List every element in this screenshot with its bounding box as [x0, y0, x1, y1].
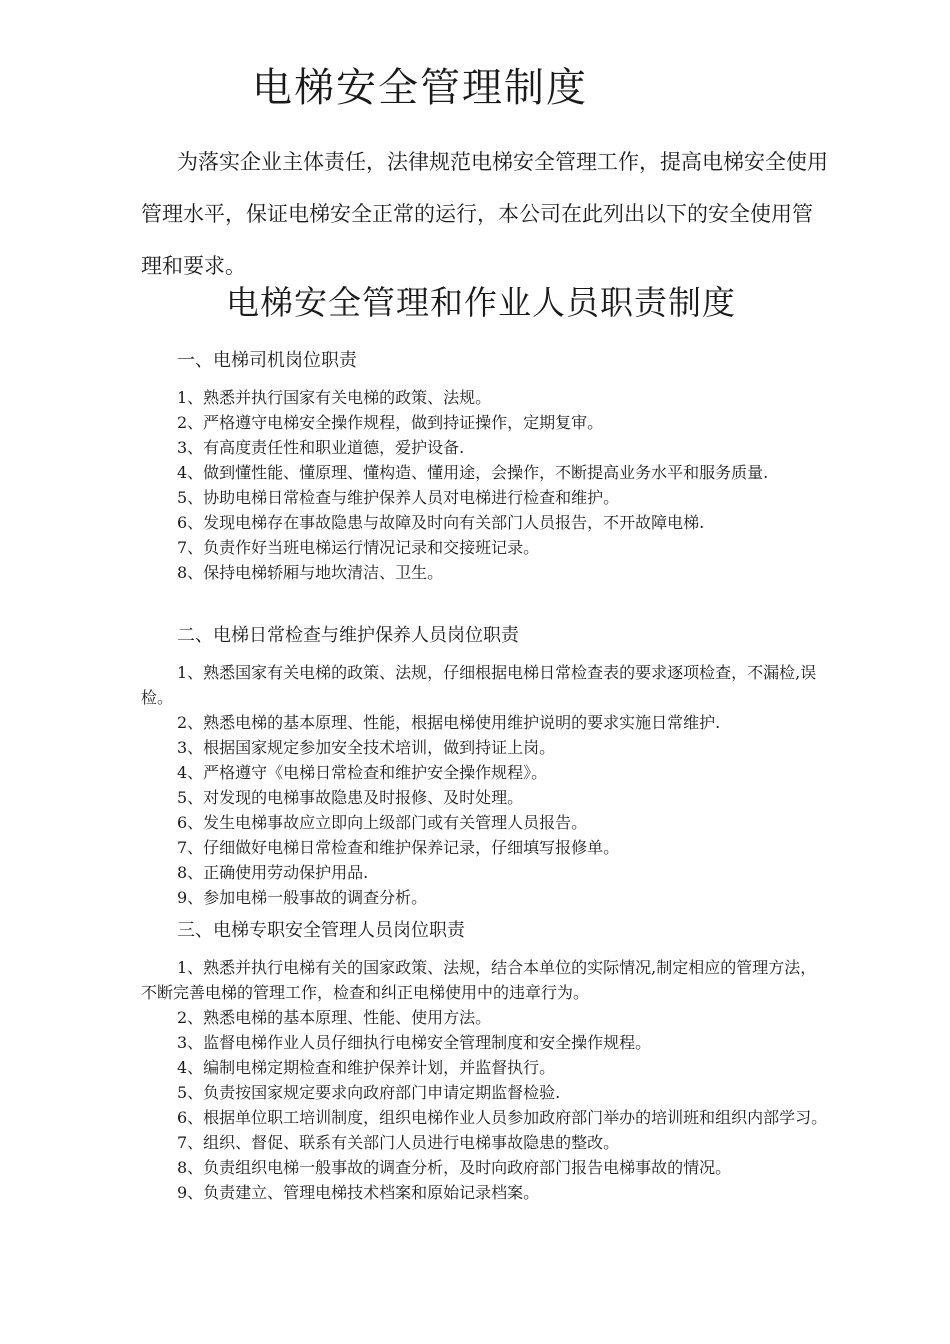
- document-subtitle: 电梯安全管理和作业人员职责制度: [226, 283, 736, 322]
- list-item: 8、保持电梯轿厢与地坎清洁、卫生。: [177, 563, 444, 582]
- intro-paragraph: 为落实企业主体责任，法律规范电梯安全管理工作，提高电梯安全使用管理水平，保证电梯安全正常的运行，本公司在此列出以下的安全使用管理和要求。: [141, 150, 828, 278]
- section-title: 三、电梯专职安全管理人员岗位职责: [177, 920, 465, 941]
- section-maintenance-duties: [141, 623, 831, 910]
- list-item: 7、仔细做好电梯日常检查和维护保养记录，仔细填写报修单。: [177, 838, 620, 857]
- list-item: 7、负责作好当班电梯运行情况记录和交接班记录。: [177, 538, 540, 557]
- list-item: 3、根据国家规定参加安全技术培训，做到持证上岗。: [177, 738, 556, 757]
- list-item: 8、负责组织电梯一般事故的调查分析，及时向政府部门报告电梯事故的情况。: [177, 1158, 732, 1177]
- list-item: 6、发生电梯事故应立即向上级部门或有关管理人员报告。: [177, 813, 588, 832]
- list-item: 2、严格遵守电梯安全操作规程，做到持证操作，定期复审。: [177, 413, 604, 432]
- list-item: 3、监督电梯作业人员仔细执行电梯安全管理制度和安全操作规程。: [177, 1033, 652, 1052]
- section-title: 一、电梯司机岗位职责: [177, 350, 357, 371]
- list-item: 6、发现电梯存在事故隐患与故障及时向有关部门人员报告，不开故障电梯.: [177, 513, 705, 532]
- list-item: 5、协助电梯日常检查与维护保养人员对电梯进行检查和维护。: [177, 488, 620, 507]
- list-item: 1、熟悉并执行电梯有关的国家政策、法规，结合本单位的实际情况,制定相应的管理方法，不断完善电梯的管理工作，检查和纠正电梯使用中的违章行为。: [141, 958, 817, 1002]
- list-item: 2、熟悉电梯的基本原理、性能，根据电梯使用维护说明的要求实施日常维护.: [177, 713, 721, 732]
- list-item: 2、熟悉电梯的基本原理、性能、使用方法。: [177, 1008, 492, 1027]
- section-title: 二、电梯日常检查与维护保养人员岗位职责: [177, 625, 519, 646]
- section-driver-duties: [141, 348, 831, 585]
- list-item: 5、负责按国家规定要求向政府部门申请定期监督检验.: [177, 1083, 561, 1102]
- list-item: 6、根据单位职工培训制度，组织电梯作业人员参加政府部门举办的培训班和组织内部学习。: [177, 1108, 828, 1127]
- list-item: 4、编制电梯定期检查和维护保养计划，并监督执行。: [177, 1058, 556, 1077]
- list-item: 4、做到懂性能、懂原理、懂构造、懂用途，会操作，不断提高业务水平和服务质量.: [177, 463, 769, 482]
- document-title: 电梯安全管理制度: [252, 65, 588, 111]
- duty-list: [141, 385, 831, 585]
- list-item: 3、有高度责任性和职业道德，爱护设备.: [177, 438, 465, 457]
- duty-list: [141, 660, 831, 910]
- list-item: 9、负责建立、管理电梯技术档案和原始记录档案。: [177, 1183, 540, 1202]
- section-safety-manager-duties: [141, 918, 831, 1205]
- list-item: 1、熟悉国家有关电梯的政策、法规，仔细根据电梯日常检查表的要求逐项检查，不漏检,误检。: [141, 663, 817, 707]
- list-item: 9、参加电梯一般事故的调查分析。: [177, 888, 428, 907]
- list-item: 5、对发现的电梯事故隐患及时报修、及时处理。: [177, 788, 524, 807]
- list-item: 7、组织、督促、联系有关部门人员进行电梯事故隐患的整改。: [177, 1133, 620, 1152]
- list-item: 8、正确使用劳动保护用品.: [177, 863, 369, 882]
- list-item: 4、严格遵守《电梯日常检查和维护安全操作规程》。: [177, 763, 548, 782]
- duty-list: [141, 955, 831, 1205]
- list-item: 1、熟悉并执行国家有关电梯的政策、法规。: [177, 388, 492, 407]
